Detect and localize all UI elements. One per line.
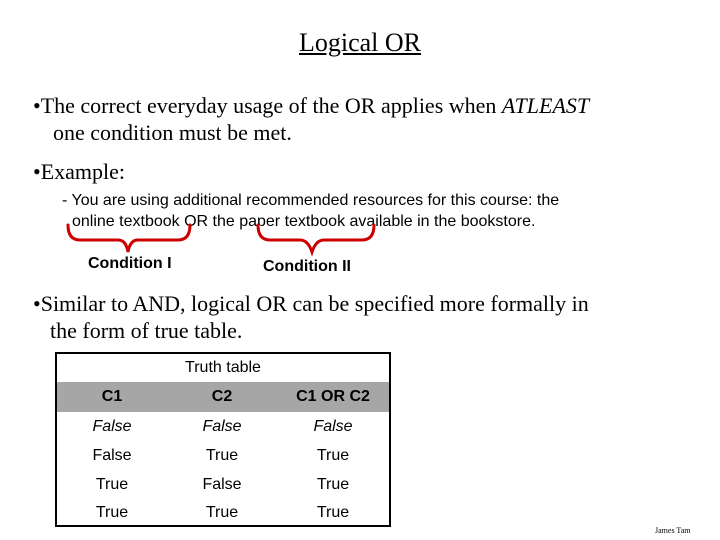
table-cell: True xyxy=(316,476,350,493)
example-line1: - You are using additional recommended resources for this course: the xyxy=(62,192,560,209)
table-cell: True xyxy=(95,476,129,493)
bullet-marker: • xyxy=(33,93,41,118)
table-cell: True xyxy=(95,504,129,521)
table-row xyxy=(57,441,389,470)
header-c2: C2 xyxy=(211,388,233,405)
header-c1-or-c2: C1 OR C2 xyxy=(296,388,370,405)
table-cell: True xyxy=(316,504,350,521)
bullet1-emphasis: ATLEAST xyxy=(501,93,590,118)
table-cell: True xyxy=(316,447,350,464)
table-cell: False xyxy=(202,476,242,493)
table-cell: False xyxy=(92,418,132,435)
table-row xyxy=(57,470,389,499)
brace-condition-2 xyxy=(258,225,374,252)
bullet-marker: • xyxy=(33,159,41,184)
truth-table-header xyxy=(57,382,389,412)
table-row xyxy=(57,498,389,527)
bullet1-line1: The correct everyday usage of the OR applies when xyxy=(40,93,502,118)
table-cell: False xyxy=(202,418,242,435)
bullet-marker: • xyxy=(33,291,41,316)
bullet2-text: Example: xyxy=(40,159,126,184)
truth-table xyxy=(55,352,391,527)
example-line2: online textbook OR the paper textbook available in the bookstore. xyxy=(72,213,536,230)
bullet3-line2: the form of true table. xyxy=(50,318,243,343)
condition-1-label: Condition I xyxy=(88,255,172,272)
table-cell: False xyxy=(92,447,132,464)
truth-table-caption: Truth table xyxy=(185,359,261,376)
bullet-formal-or xyxy=(33,290,693,344)
table-row xyxy=(57,412,389,441)
condition-2-label: Condition II xyxy=(263,258,351,275)
author-credit: James Tam xyxy=(655,526,691,535)
slide-title: Logical OR xyxy=(298,28,422,57)
header-c1: C1 xyxy=(101,388,123,405)
table-cell: True xyxy=(205,504,239,521)
bullet1-line2: one condition must be met. xyxy=(53,120,292,145)
table-cell: True xyxy=(205,447,239,464)
table-cell: False xyxy=(313,418,353,435)
bullet3-line1: Similar to AND, logical OR can be specified more formally in xyxy=(40,291,589,316)
brace-condition-1 xyxy=(68,225,190,252)
